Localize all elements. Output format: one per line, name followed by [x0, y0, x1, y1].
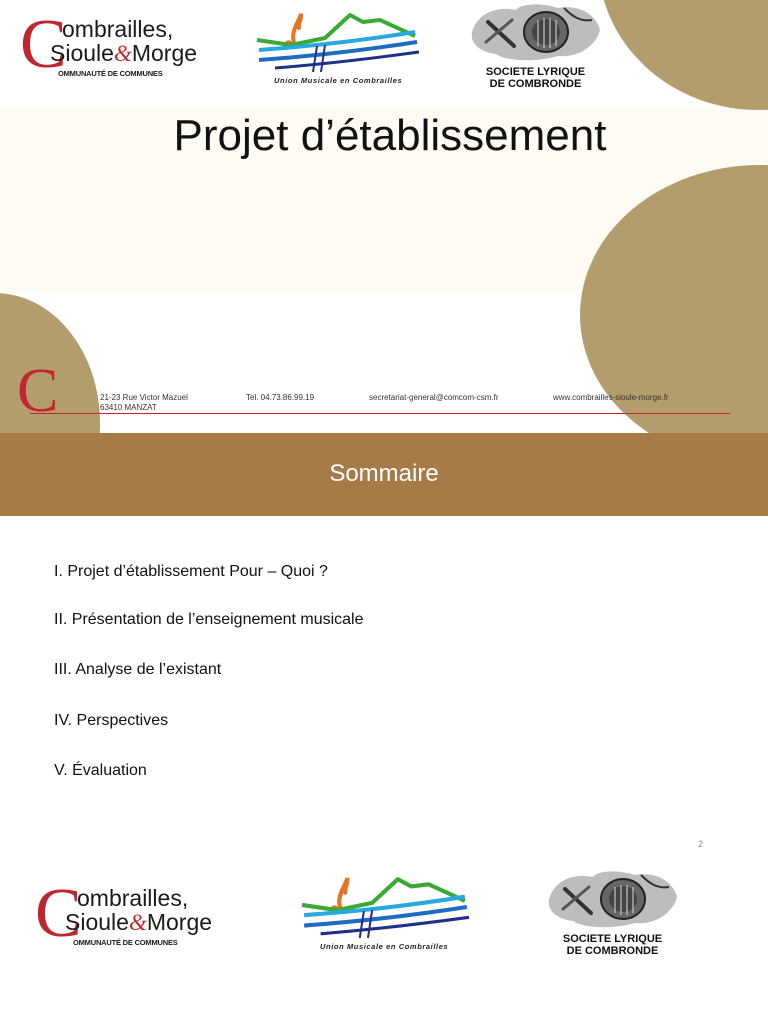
- music-landscape-icon: [300, 873, 470, 941]
- logo-ampersand: &: [113, 41, 132, 66]
- logo-subtitle: OMMUNAUTÉ DE COMMUNES: [73, 938, 178, 947]
- letterhead-monogram: C: [17, 357, 59, 425]
- lyre-instruments-icon: [468, 2, 603, 64]
- logo-line-1: ombrailles,: [77, 885, 189, 911]
- list-item: V. Évaluation: [54, 762, 147, 779]
- section-title: Sommaire: [329, 460, 439, 487]
- logo-line-2: DE COMBRONDE: [566, 945, 659, 958]
- logo-line-2: [65, 911, 212, 934]
- logo-text: [545, 933, 680, 957]
- list-item: II. Présentation de l’enseignement musicale: [54, 611, 364, 628]
- address-line-1: 21-23 Rue Victor Mazuel: [100, 393, 188, 402]
- letterhead-address: [100, 393, 188, 413]
- logo-combrailles-sioule-morge: [35, 875, 220, 953]
- slide-2: [0, 433, 768, 1024]
- logo-combrailles-sioule-morge: [20, 6, 205, 84]
- logo-line-1: ombrailles,: [62, 16, 174, 42]
- music-landscape-icon: [255, 10, 420, 74]
- lyre-instruments-icon: [545, 869, 680, 931]
- logo-union-musicale: [255, 10, 420, 88]
- logo-line-2: [50, 42, 197, 65]
- logo-caption: Union Musicale en Combrailles: [274, 76, 403, 85]
- letterhead-rule: [30, 413, 730, 414]
- logo-line-1: SOCIETE LYRIQUE: [485, 66, 586, 78]
- logo-initial: C: [20, 6, 67, 83]
- list-item: III. Analyse de l’existant: [54, 661, 222, 678]
- logo-line-2-a: Sioule: [65, 909, 129, 935]
- address-line-2: 63410 MANZAT: [100, 403, 157, 412]
- decorative-arc-top-right: [598, 0, 768, 110]
- logo-societe-lyrique: [468, 2, 603, 92]
- slide-title: Projet d’établissement: [173, 111, 607, 160]
- logo-line-1: SOCIETE LYRIQUE: [562, 933, 663, 945]
- letterhead-email[interactable]: secretariat-general@comcom-csm.fr: [369, 393, 499, 402]
- letterhead-website[interactable]: www.combrailles-sioule-morge.fr: [553, 393, 669, 402]
- logo-union-musicale: [300, 873, 470, 955]
- logo-line-2-a: Sioule: [50, 40, 114, 66]
- logo-subtitle: OMMUNAUTÉ DE COMMUNES: [58, 69, 163, 78]
- logo-societe-lyrique: [545, 869, 680, 959]
- logo-initial: C: [35, 875, 82, 952]
- list-item: IV. Perspectives: [54, 712, 169, 729]
- logo-line-2: DE COMBRONDE: [489, 78, 582, 91]
- logo-line-2-b: Morge: [131, 40, 198, 66]
- logo-ampersand: &: [128, 910, 147, 935]
- slide-1: [0, 0, 768, 433]
- logo-text: [468, 66, 603, 90]
- section-header: [0, 433, 768, 516]
- page-number: 2: [698, 839, 704, 849]
- logo-line-2-b: Morge: [146, 909, 213, 935]
- letterhead-phone: Tel. 04.73.86.99.19: [246, 393, 315, 402]
- list-item: I. Projet d’établissement Pour – Quoi ?: [54, 563, 328, 580]
- logo-caption: Union Musicale en Combrailles: [320, 942, 449, 951]
